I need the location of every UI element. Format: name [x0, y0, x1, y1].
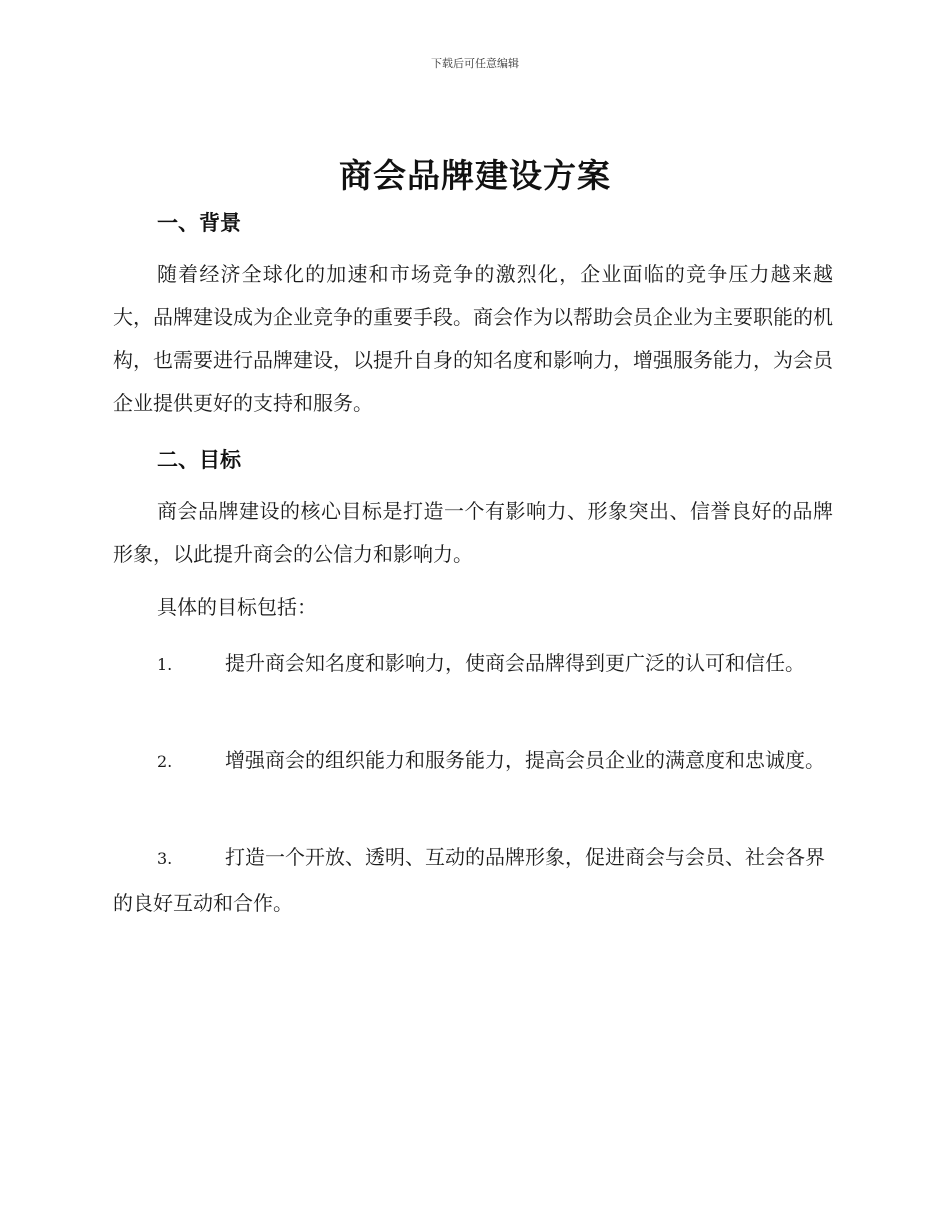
list-item-text: 打造一个开放、透明、互动的品牌形象，促进商会与会员、社会各界的良好互动和合作。	[113, 845, 825, 915]
section-heading-goals: 二、目标	[157, 448, 241, 472]
section-heading-background: 一、背景	[157, 211, 241, 235]
list-item	[113, 641, 833, 687]
list-item-number: 2.	[157, 752, 173, 771]
page-header-note: 下载后可任意编辑	[431, 57, 519, 70]
background-paragraph: 随着经济全球化的加速和市场竞争的激烈化，企业面临的竞争压力越来越大，品牌建设成为企业竞争的重要手段。商会作为以帮助会员企业为主要职能的机构，也需要进行品牌建设，以提升自身的知名度和影响力，增强服务能力，为会员企业提供更好的支持和服务。	[113, 262, 833, 415]
list-item-text: 提升商会知名度和影响力，使商会品牌得到更广泛的认可和信任。	[225, 651, 805, 675]
document-title: 商会品牌建设方案	[339, 156, 611, 195]
list-item-number: 1.	[157, 655, 173, 674]
list-item	[113, 835, 833, 926]
list-item	[113, 738, 833, 784]
goals-paragraph: 商会品牌建设的核心目标是打造一个有影响力、形象突出、信誉良好的品牌形象，以此提升商会的公信力和影响力。	[113, 499, 833, 566]
goals-intro-line: 具体的目标包括：	[157, 595, 317, 619]
list-item-text: 增强商会的组织能力和服务能力，提高会员企业的满意度和忠诚度。	[225, 748, 825, 772]
list-item-number: 3.	[157, 849, 173, 868]
